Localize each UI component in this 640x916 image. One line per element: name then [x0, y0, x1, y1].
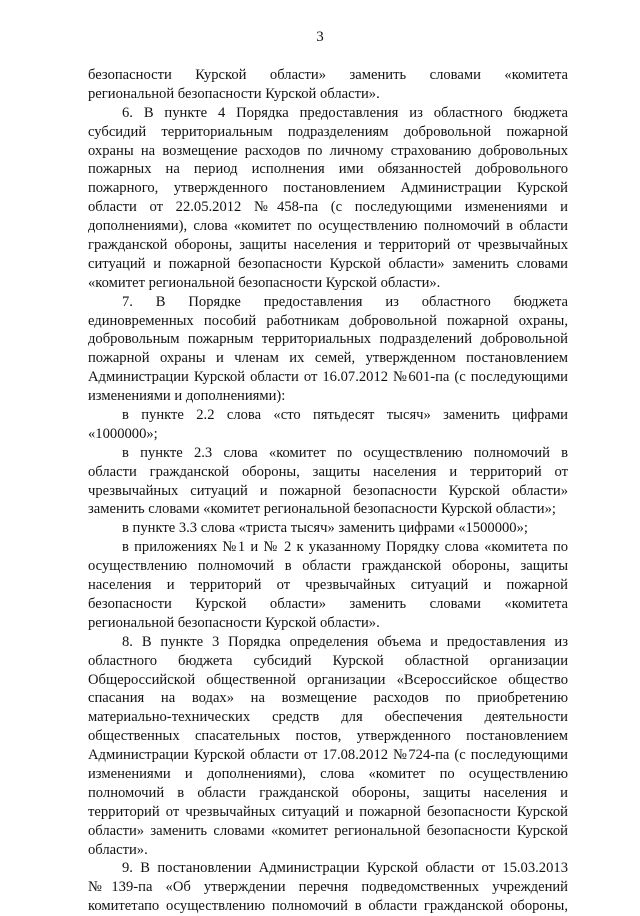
text-line: пожарной охраны и членам их семей, утвержденном постановлением: [88, 350, 568, 367]
text-line: материально-технических средств для обеспечения деятельности: [88, 709, 568, 726]
text-line: единовременных пособий работникам добровольной пожарной охраны,: [88, 312, 568, 329]
text-line: в приложениях №1 и № 2 к указанному Порядку слова «комитета по: [122, 539, 568, 556]
text-line: изменениями и дополнениями), слова «комитет по осуществлению: [88, 765, 568, 782]
text-line: Администрации Курской области от 16.07.2012 №601-па (с последующими: [88, 369, 568, 386]
text-line: территорий от чрезвычайных ситуаций и пожарной безопасности Курской: [88, 803, 568, 820]
text-line: добровольным пожарным территориальных подразделений добровольной: [88, 331, 568, 348]
text-line: гражданской обороны, защиты населения и территорий от чрезвычайных: [88, 237, 568, 254]
text-line: комитетапо осуществлению полномочий в области гражданской обороны,: [88, 898, 568, 915]
text-line: региональной безопасности Курской области».: [88, 614, 380, 631]
text-line: спасания на водах» на возмещение расходов по приобретению: [88, 690, 568, 707]
text-line: в пункте 2.3 слова «комитет по осуществлению полномочий в: [122, 444, 568, 461]
text-line: Администрации Курской области от 17.08.2012 №724-па (с последующими: [88, 747, 568, 764]
text-line: области гражданской обороны, защиты населения и территорий от: [88, 463, 568, 480]
text-line: «комитет региональной безопасности Курской области».: [88, 274, 441, 291]
text-line: осуществлению полномочий в области гражданской обороны, защиты: [88, 558, 568, 575]
text-line: 6. В пункте 4 Порядка предоставления из областного бюджета: [122, 104, 568, 121]
text-line: полномочий в области гражданской обороны, защиты населения и: [88, 784, 568, 801]
text-line: Общероссийской общественной организации «Всероссийское общество: [88, 671, 568, 688]
text-line: безопасности Курской области» заменить словами «комитета: [88, 67, 568, 83]
text-line: областного бюджета субсидий Курской областной организации: [88, 652, 568, 669]
text-line: 7. В Порядке предоставления из областного бюджета: [122, 293, 568, 310]
text-line: в пункте 3.3 слова «триста тысяч» заменить цифрами «1500000»;: [122, 520, 528, 537]
text-line: охраны на возмещение расходов по личному страхованию добровольных: [88, 142, 568, 159]
text-line: области».: [88, 841, 148, 858]
text-line: населения и территорий от чрезвычайных ситуаций и пожарной: [88, 577, 568, 594]
text-line: 9. В постановлении Администрации Курской области от 15.03.2013: [122, 860, 568, 877]
text-line: ситуаций и пожарной безопасности Курской области» заменить словами: [88, 255, 568, 272]
text-line: заменить словами «комитет региональной безопасности Курской области»;: [88, 501, 556, 518]
text-line: региональной безопасности Курской области».: [88, 85, 380, 102]
text-line: общественных спасательных постов, утвержденного постановлением: [88, 728, 568, 745]
text-line: безопасности Курской области» заменить словами «комитета: [88, 595, 568, 612]
text-line: №139-па «Об утверждении перечня подведомственных учреждений: [88, 879, 568, 896]
document-body: [88, 66, 568, 916]
text-line: области» заменить словами «комитет региональной безопасности Курской: [88, 822, 568, 839]
text-line: области от 22.05.2012 №458-па (с последующими изменениями и: [88, 199, 568, 216]
text-line: чрезвычайных ситуаций и пожарной безопасности Курской области»: [88, 482, 568, 499]
text-line: дополнениями), слова «комитет по осуществлению полномочий в области: [88, 218, 568, 235]
text-line: изменениями и дополнениями):: [88, 388, 286, 405]
text-line: 8. В пункте 3 Порядка определения объема и предоставления из: [122, 633, 568, 650]
text-line: в пункте 2.2 слова «сто пятьдесят тысяч» заменить цифрами: [122, 407, 568, 424]
text-line: «1000000»;: [88, 425, 158, 442]
text-line: пожарных на период исполнения ими обязанностей добровольного: [88, 161, 568, 178]
page-number: 3: [316, 29, 324, 45]
text-line: пожарного, утвержденного постановлением Администрации Курской: [88, 180, 568, 197]
text-line: субсидий территориальным подразделениям добровольной пожарной: [88, 123, 568, 140]
